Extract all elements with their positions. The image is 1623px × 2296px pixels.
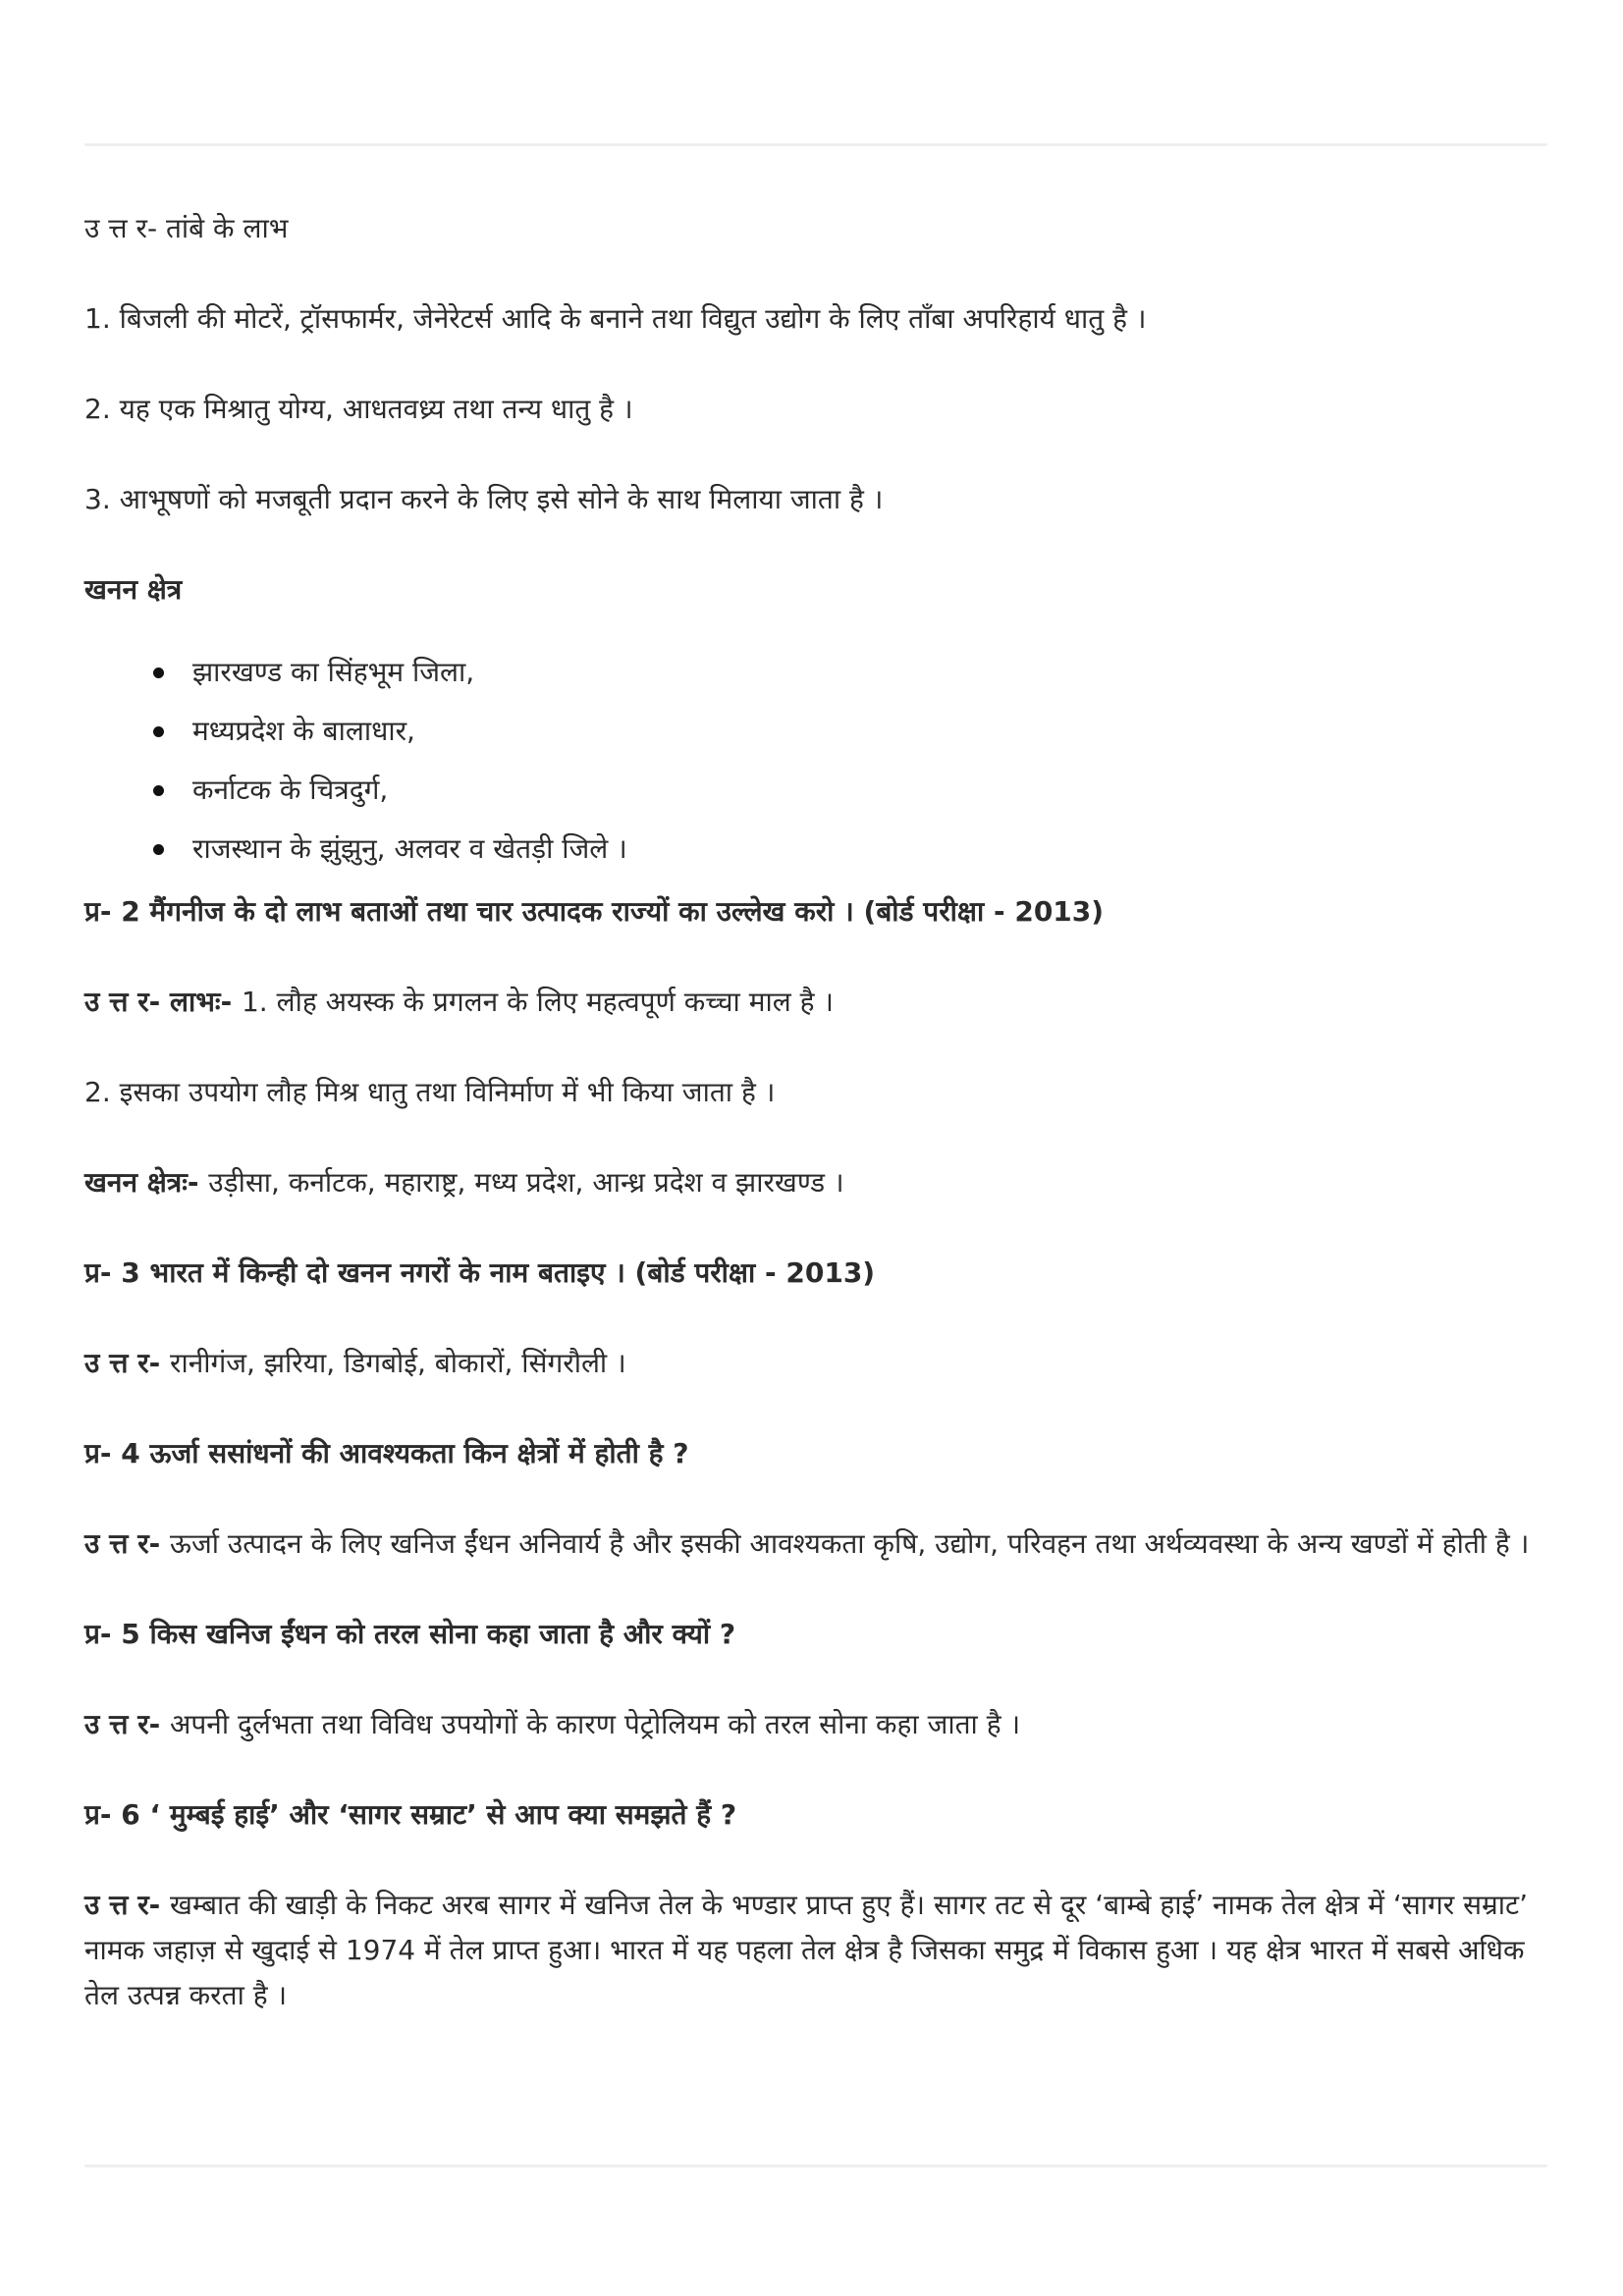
answer-4: उ त्त र- ऊर्जा उत्पादन के लिए खनिज ईंधन अनिवार्य है और इसकी आवश्यकता कृषि, उद्योग, परिवहन तथा अर्थव्यवस्था के अन्य खण्डों में होती है । [84, 1527, 1530, 1560]
bullet-icon [153, 785, 164, 796]
list-item: झारखण्ड का सिंहभूम जिला, [84, 650, 1547, 695]
list-item: राजस्थान के झुंझुनु, अलवर व खेतड़ी जिले । [84, 827, 1547, 872]
mining-areas-label: खनन क्षेत्रः- [84, 1166, 209, 1199]
answer-label: उ त्त र- [84, 1527, 171, 1560]
question-3: प्र- 3 भारत में किन्ही दो खनन नगरों के नाम बताइए । (बोर्ड परीक्षा - 2013) [84, 1256, 876, 1289]
bullet-icon [153, 844, 164, 855]
list-item: मध्यप्रदेश के बालाधार, [84, 709, 1547, 754]
bullet-icon [153, 726, 164, 737]
answer-2-benefit-2: 2. इसका उपयोग लौह मिश्र धातु तथा विनिर्माण में भी किया जाता है । [84, 1076, 776, 1108]
answer-label: उ त्त र- लाभः- [84, 986, 242, 1018]
mining-areas-heading: खनन क्षेत्र [84, 573, 183, 606]
answer-copper-point-3: 3. आभूषणों को मजबूती प्रदान करने के लिए इसे सोने के साथ मिलाया जाता है । [84, 483, 884, 515]
top-divider [84, 143, 1547, 146]
question-6: प्र- 6 ‘ मुम्बई हाई’ और ‘सागर सम्राट’ से आप क्या समझते हैं ? [84, 1798, 737, 1831]
answer-2-mining-areas: खनन क्षेत्रः- उड़ीसा, कर्नाटक, महाराष्ट्र, मध्य प्रदेश, आन्ध्र प्रदेश व झारखण्ड । [84, 1166, 844, 1199]
bottom-divider [84, 2164, 1547, 2167]
answer-label: उ त्त र- [84, 1708, 171, 1740]
question-2: प्र- 2 मैंगनीज के दो लाभ बताओं तथा चार उत्पादक राज्यों का उल्लेख करो । (बोर्ड परीक्षा - 2013) [84, 895, 1105, 928]
answer-5: उ त्त र- अपनी दुर्लभता तथा विविध उपयोगों के कारण पेट्रोलियम को तरल सोना कहा जाता है । [84, 1708, 1021, 1740]
mining-areas-list [84, 650, 1547, 872]
answer-copper-point-1: 1. बिजली की मोटरें, ट्रॉसफार्मर, जेनेरेटर्स आदि के बनाने तथा विद्युत उद्योग के लिए ताँबा अपरिहार्य धातु है । [84, 302, 1147, 335]
answer-copper-point-2: 2. यह एक मिश्रातु योग्य, आधतवध्र्य तथा तन्य धातु है । [84, 393, 633, 425]
list-item: कर्नाटक के चित्रदुर्ग, [84, 768, 1547, 813]
answer-label: उ त्त र- [84, 1347, 171, 1379]
answer-label: उ त्त र- [84, 1889, 171, 1921]
answer-2-benefit-1: उ त्त र- लाभः- 1. लौह अयस्क के प्रगलन के लिए महत्वपूर्ण कच्चा माल है । [84, 986, 834, 1018]
answer-copper-heading: उ त्त र- तांबे के लाभ [84, 212, 289, 244]
document-body [84, 206, 1547, 2063]
question-4: प्र- 4 ऊर्जा ससांधनों की आवश्यकता किन क्षेत्रों में होती है ? [84, 1437, 689, 1469]
answer-3: उ त्त र- रानीगंज, झरिया, डिगबोई, बोकारों, सिंगरौली । [84, 1347, 626, 1379]
answer-6: उ त्त र- खम्बात की खाड़ी के निकट अरब सागर में खनिज तेल के भण्डार प्राप्त हुए हैं। सागर तट से दूर ‘बाम्बे हाई’ नामक तेल क्षेत्र में ‘सागर सम्राट’ नामक जहाज़ से खुदाई से 1974 में तेल प्राप्त हुआ। भारत में यह पहला तेल क्षेत्र है जिसका समुद्र में विकास हुआ । यह क्षेत्र भारत में सबसे अधिक तेल उत्पन्न करता है । [84, 1889, 1529, 2011]
question-5: प्र- 5 किस खनिज ईंधन को तरल सोना कहा जाता है और क्यों ? [84, 1618, 736, 1650]
bullet-icon [153, 667, 164, 678]
